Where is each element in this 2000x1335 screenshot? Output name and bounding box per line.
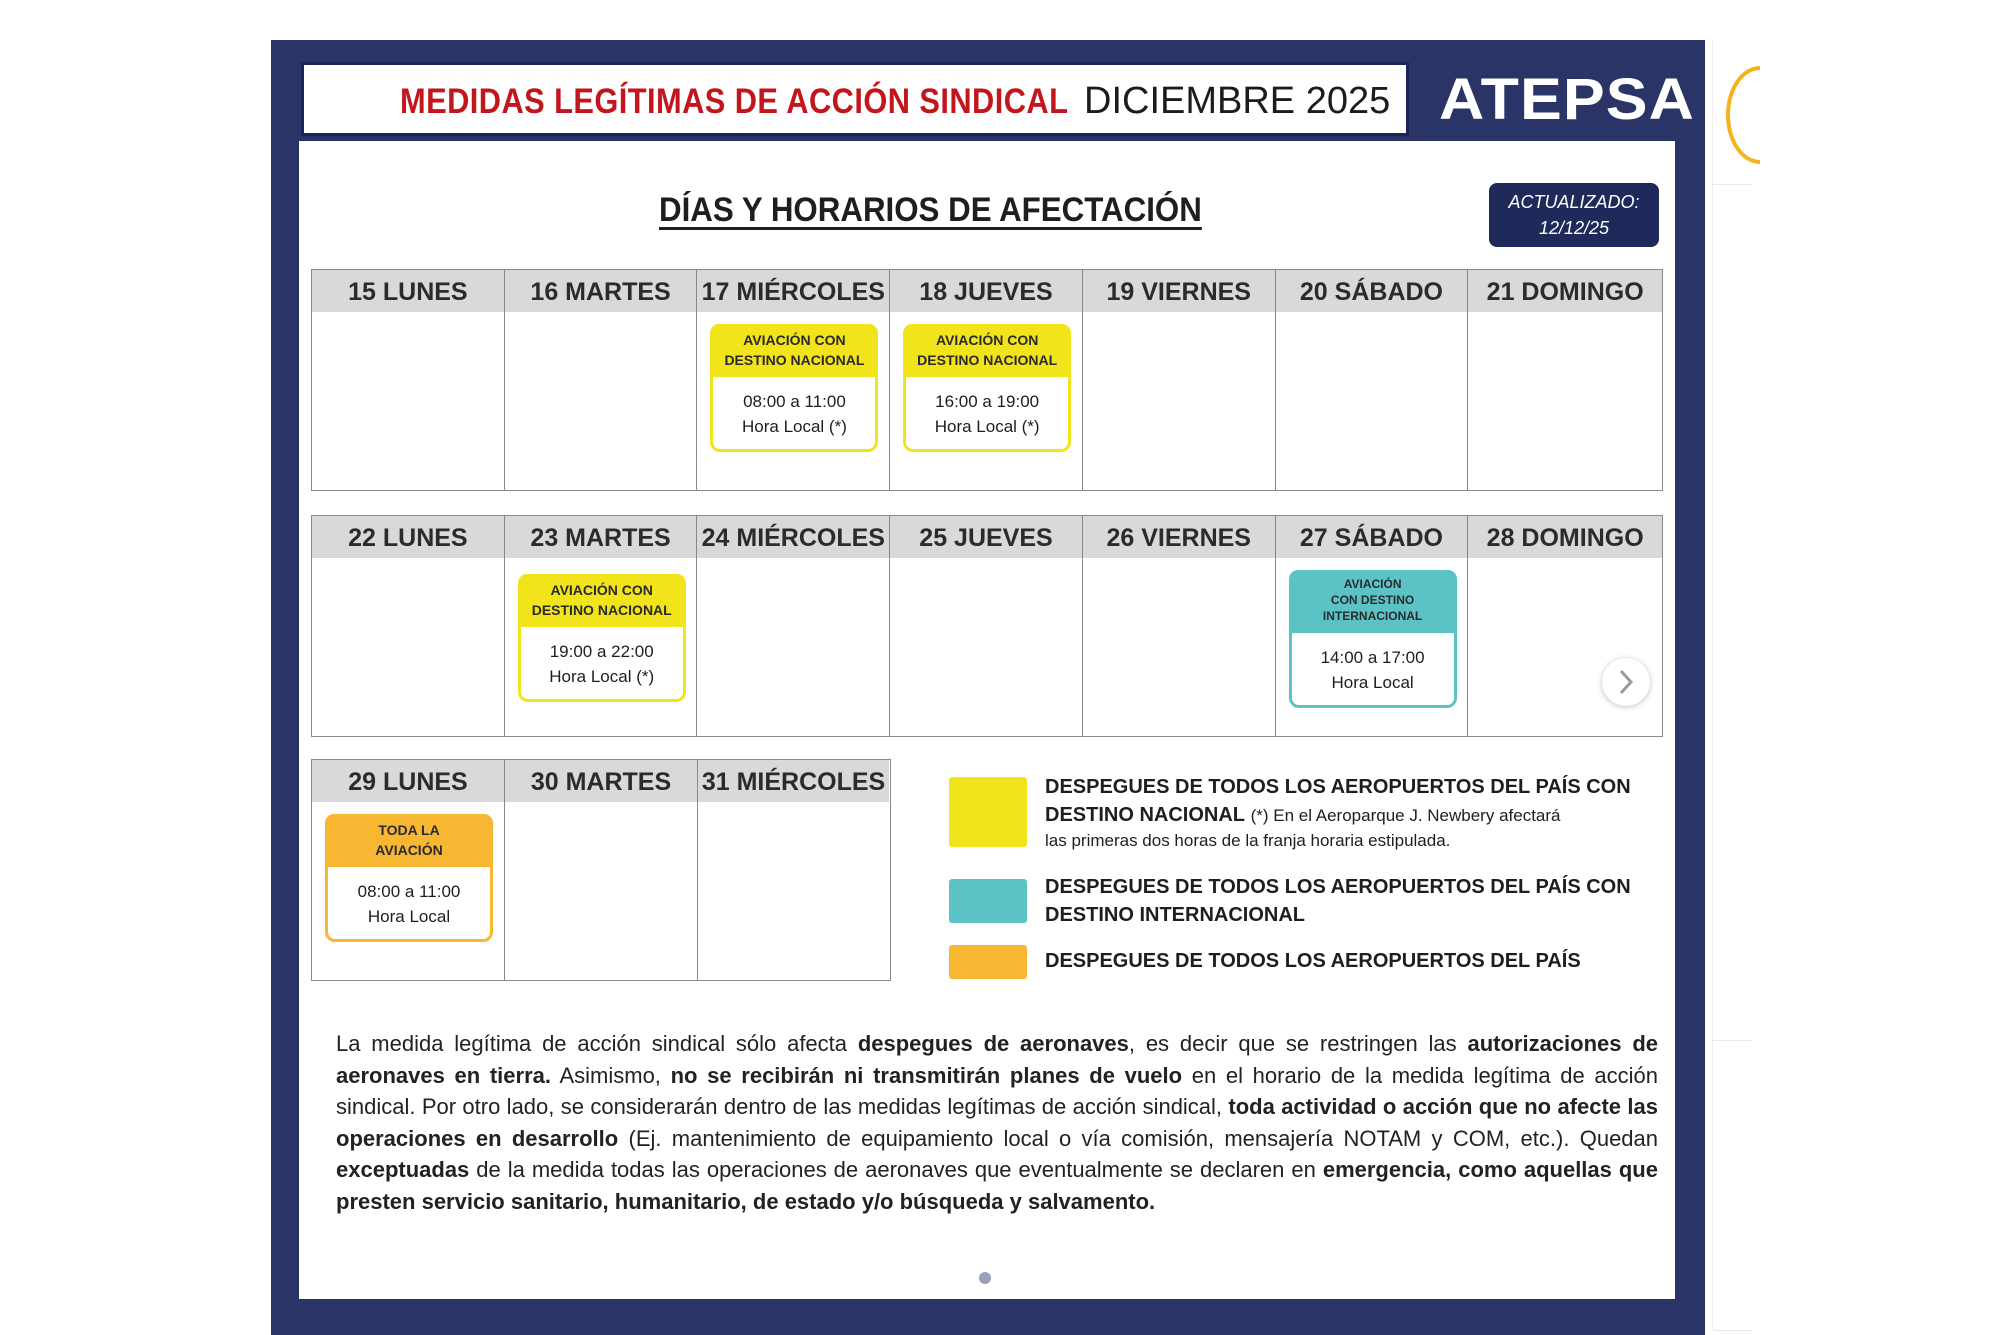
day-cell <box>505 270 698 490</box>
header-banner <box>301 62 1409 136</box>
day-cell <box>312 270 505 490</box>
day-header: 22 LUNES <box>312 516 504 558</box>
day-cell <box>890 516 1083 736</box>
day-cell <box>1276 516 1469 736</box>
legend <box>949 773 1669 1003</box>
day-cell <box>1083 270 1276 490</box>
day-header: 27 SÁBADO <box>1276 516 1468 558</box>
day-cell <box>698 760 889 980</box>
event-tag: AVIACIÓN CON DESTINO INTERNACIONAL <box>1289 570 1457 630</box>
day-header: 21 DOMINGO <box>1468 270 1662 312</box>
day-header: 28 DOMINGO <box>1468 516 1662 558</box>
event-time: 08:00 a 11:00 Hora Local <box>325 864 493 942</box>
day-header: 26 VIERNES <box>1083 516 1275 558</box>
panel-title: DÍAS Y HORARIOS DE AFECTACIÓN <box>659 191 1202 229</box>
day-cell <box>505 760 698 980</box>
week-row <box>311 515 1663 737</box>
day-header: 29 LUNES <box>312 760 504 802</box>
legend-all: DESPEGUES DE TODOS LOS AEROPUERTOS DEL PAÍS <box>1045 950 1581 972</box>
day-header: 30 MARTES <box>505 760 697 802</box>
event-national <box>903 324 1071 452</box>
day-header: 25 JUEVES <box>890 516 1082 558</box>
carousel-dot-active[interactable] <box>959 1272 971 1284</box>
day-cell <box>697 270 890 490</box>
header-title: MEDIDAS LEGÍTIMAS DE ACCIÓN SINDICAL <box>400 82 1069 121</box>
day-cell <box>1083 516 1276 736</box>
day-cell <box>312 516 505 736</box>
next-post-peek <box>1726 66 1794 164</box>
day-cell <box>312 760 505 980</box>
event-time: 14:00 a 17:00 Hora Local <box>1289 630 1457 708</box>
event-tag: AVIACIÓN CON DESTINO NACIONAL <box>710 324 878 374</box>
chevron-right-icon <box>1616 668 1636 696</box>
legend-swatch-international <box>949 879 1027 923</box>
day-cell <box>1468 270 1662 490</box>
updated-label: ACTUALIZADO: <box>1508 192 1640 212</box>
legend-swatch-all <box>949 945 1027 979</box>
event-international <box>1289 570 1457 708</box>
day-header: 17 MIÉRCOLES <box>697 270 889 312</box>
day-header: 24 MIÉRCOLES <box>697 516 889 558</box>
day-header: 23 MARTES <box>505 516 697 558</box>
updated-date: 12/12/25 <box>1538 218 1610 238</box>
disclaimer-paragraph: La medida legítima de acción sindical sólo afecta despegues de aeronaves, es decir que se restringen las autorizaciones de aeronaves en tierra. Asimismo, no se recibirán ni transmitirán planes de vuelo en el horario de la medida legítima de acción sindical. Por otro lado, se considerarán dentro de las medidas legítimas de acción sindical, toda actividad o acción que no afecte las operaciones en desarrollo (Ej. mantenimiento de equipamiento local o vía comisión, mensajería NOTAM y COM, etc.). Quedan exceptuadas de la medida todas las operaciones de aeronaves que eventualmente se declaren en emergencia, como aquellas que presten servicio sanitario, humanitario, de estado y/o búsqueda y salvamento. <box>336 1031 1659 1214</box>
day-header: 18 JUEVES <box>890 270 1082 312</box>
day-header: 16 MARTES <box>505 270 697 312</box>
day-header: 15 LUNES <box>312 270 504 312</box>
event-all-aviation <box>325 814 493 942</box>
legend-national: DESPEGUES DE TODOS LOS AEROPUERTOS DEL PAÍS CON DESTINO NACIONAL (*) En el Aeroparque J. Newbery afectará las primeras dos horas de la franja horaria estipulada. <box>1045 776 1631 850</box>
event-national <box>710 324 878 452</box>
legend-international: DESPEGUES DE TODOS LOS AEROPUERTOS DEL PAÍS CON DESTINO INTERNACIONAL <box>1045 876 1631 926</box>
carousel-dot[interactable] <box>979 1272 991 1284</box>
event-tag: AVIACIÓN CON DESTINO NACIONAL <box>518 574 686 624</box>
updated-badge <box>1489 183 1659 247</box>
next-slide-button[interactable] <box>1602 658 1650 706</box>
carousel-dots <box>959 1272 991 1284</box>
event-tag: AVIACIÓN CON DESTINO NACIONAL <box>903 324 1071 374</box>
event-time: 08:00 a 11:00 Hora Local (*) <box>710 374 878 452</box>
week-row <box>311 759 891 981</box>
event-time: 16:00 a 19:00 Hora Local (*) <box>903 374 1071 452</box>
carousel-slide <box>271 40 1705 1335</box>
day-cell <box>505 516 698 736</box>
day-header: 31 MIÉRCOLES <box>698 760 889 802</box>
event-time: 19:00 a 22:00 Hora Local (*) <box>518 624 686 702</box>
week-row <box>311 269 1663 491</box>
page-background-strip <box>1712 40 1753 1330</box>
day-cell <box>1276 270 1469 490</box>
header-month: DICIEMBRE 2025 <box>1084 80 1391 122</box>
event-tag: TODA LA AVIACIÓN <box>325 814 493 864</box>
event-national <box>518 574 686 702</box>
day-cell <box>890 270 1083 490</box>
legend-swatch-national <box>949 777 1027 847</box>
schedule-panel <box>299 141 1675 1299</box>
day-cell <box>697 516 890 736</box>
day-header: 19 VIERNES <box>1083 270 1275 312</box>
day-header: 20 SÁBADO <box>1276 270 1468 312</box>
brand-logo: ATEPSA <box>1439 67 1695 132</box>
